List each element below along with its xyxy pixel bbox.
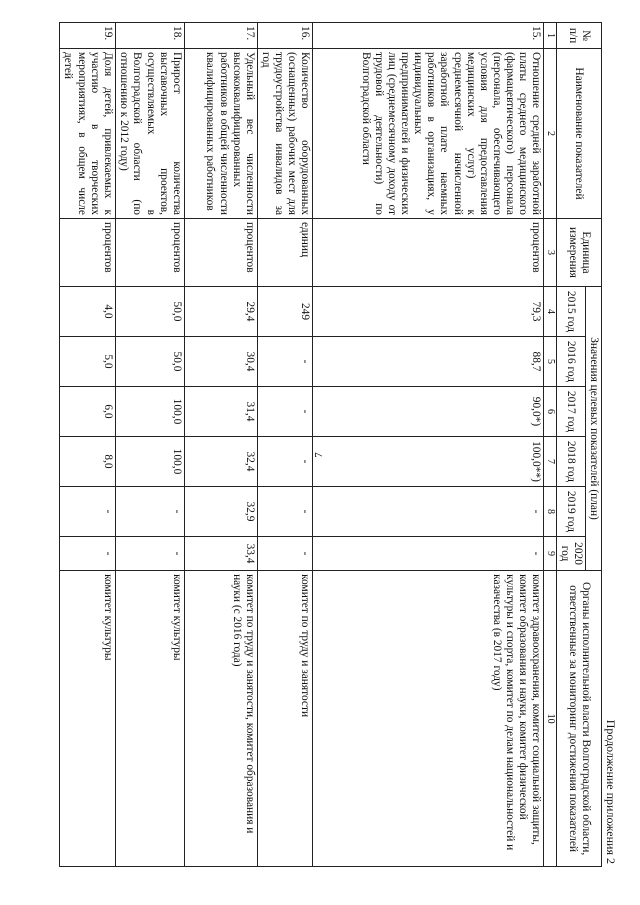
row-num: 17. xyxy=(184,23,257,49)
header-year: 2016 год xyxy=(556,337,585,387)
header-authority: Органы исполнительной власти Волгоградской области, ответственные за мониторинг достижения показателей xyxy=(556,571,601,867)
indicators-table xyxy=(59,22,602,867)
row-value: 50,0 xyxy=(115,287,184,337)
column-index-row xyxy=(544,23,557,867)
row-num: 16. xyxy=(257,23,312,49)
row-unit: процентов xyxy=(313,219,544,287)
row-value: - xyxy=(257,537,312,571)
row-value: - xyxy=(313,537,544,571)
row-value: 29,4 xyxy=(184,287,257,337)
column-index: 2 xyxy=(544,49,557,219)
row-value: 249 xyxy=(257,287,312,337)
column-index: 8 xyxy=(544,487,557,537)
row-value: 31,4 xyxy=(184,387,257,437)
continuation-label: Продолжение приложения 2 xyxy=(604,719,618,864)
row-authority: комитет культуры xyxy=(115,571,184,867)
header-num: № п/п xyxy=(556,23,601,49)
row-name: Отношение средней заработной платы среднего медицинского (фармацевтического) персонала (персонала, обеспечивающего условия для предоставления медицинских услуг) к среднемесячной начисленной заработной плате наемных работников в организациях, у индивидуальных предпринимателей и физических лиц (среднемесячному доходу от трудовой деятельности) по Волгоградской области xyxy=(313,49,544,219)
row-unit: процентов xyxy=(184,219,257,287)
header-year: 2017 год xyxy=(556,387,585,437)
row-value: 32,4 xyxy=(184,437,257,487)
row-num: 15. xyxy=(313,23,544,49)
row-value: 5,0 xyxy=(60,337,115,387)
row-unit: единиц xyxy=(257,219,312,287)
header-year: 2019 год xyxy=(556,487,585,537)
row-unit: процентов xyxy=(60,219,115,287)
row-value: - xyxy=(60,537,115,571)
header-year: 2018 год xyxy=(556,437,585,487)
table-row xyxy=(184,23,257,867)
row-authority: комитет по труду и занятости xyxy=(257,571,312,867)
row-authority: комитет культуры xyxy=(60,571,115,867)
header-unit: Единица измерения xyxy=(556,219,601,287)
header-targets: Значения целевых показателей (план) xyxy=(585,287,601,571)
row-value: - xyxy=(313,487,544,537)
rotated-sheet xyxy=(60,22,640,872)
page-number: 7 xyxy=(313,452,325,458)
row-value: 100,0 xyxy=(115,437,184,487)
row-value: 30,4 xyxy=(184,337,257,387)
row-num: 19. xyxy=(60,23,115,49)
row-name: Количество оборудованных (оснащенных) рабочих мест для трудоустройства инвалидов за год xyxy=(257,49,312,219)
row-value: 4,0 xyxy=(60,287,115,337)
header-row-top xyxy=(585,23,601,867)
row-value: - xyxy=(257,487,312,537)
row-value: - xyxy=(115,487,184,537)
row-value: 100,0**) xyxy=(313,437,544,487)
row-name: Доля детей, привлекаемых к участию в творческих мероприятиях, в общем числе детей xyxy=(60,49,115,219)
row-name: Удельный вес численности высококвалифицированных работников в общей численности квалифицированных работников xyxy=(184,49,257,219)
row-value: 32,9 xyxy=(184,487,257,537)
row-value: 50,0 xyxy=(115,337,184,387)
row-value: - xyxy=(257,337,312,387)
header-year: 2015 год xyxy=(556,287,585,337)
row-value: - xyxy=(115,537,184,571)
row-num: 18. xyxy=(115,23,184,49)
row-value: - xyxy=(257,387,312,437)
header-name: Наименование показателей xyxy=(556,49,601,219)
column-index: 6 xyxy=(544,387,557,437)
table-row xyxy=(60,23,115,867)
row-value: 6,0 xyxy=(60,387,115,437)
header-year: 2020 год xyxy=(556,537,585,571)
row-authority: комитет по труду и занятости, комитет образования и науки (с 2016 года) xyxy=(184,571,257,867)
column-index: 1 xyxy=(544,23,557,49)
row-value: 90,0*) xyxy=(313,387,544,437)
row-value: 33,4 xyxy=(184,537,257,571)
row-value: 79,3 xyxy=(313,287,544,337)
row-value: - xyxy=(257,437,312,487)
row-authority: комитет здравоохранения, комитет социальной защиты, комитет образования и науки, комитет физической культуры и спорта, комитет по делам национальностей и казачества (в 2017 году) xyxy=(313,571,544,867)
row-value: 88,7 xyxy=(313,337,544,387)
column-index: 10 xyxy=(544,571,557,867)
column-index: 5 xyxy=(544,337,557,387)
row-value: 100,0 xyxy=(115,387,184,437)
table-row xyxy=(115,23,184,867)
table-row xyxy=(313,23,544,867)
row-unit: процентов xyxy=(115,219,184,287)
row-value: 8,0 xyxy=(60,437,115,487)
table-row xyxy=(257,23,312,867)
row-name: Прирост количества выставочных проектов, осуществляемых в Волгоградской области (по отношению к 2012 году) xyxy=(115,49,184,219)
column-index: 4 xyxy=(544,287,557,337)
column-index: 3 xyxy=(544,219,557,287)
column-index: 9 xyxy=(544,537,557,571)
column-index: 7 xyxy=(544,437,557,487)
row-value: - xyxy=(60,487,115,537)
